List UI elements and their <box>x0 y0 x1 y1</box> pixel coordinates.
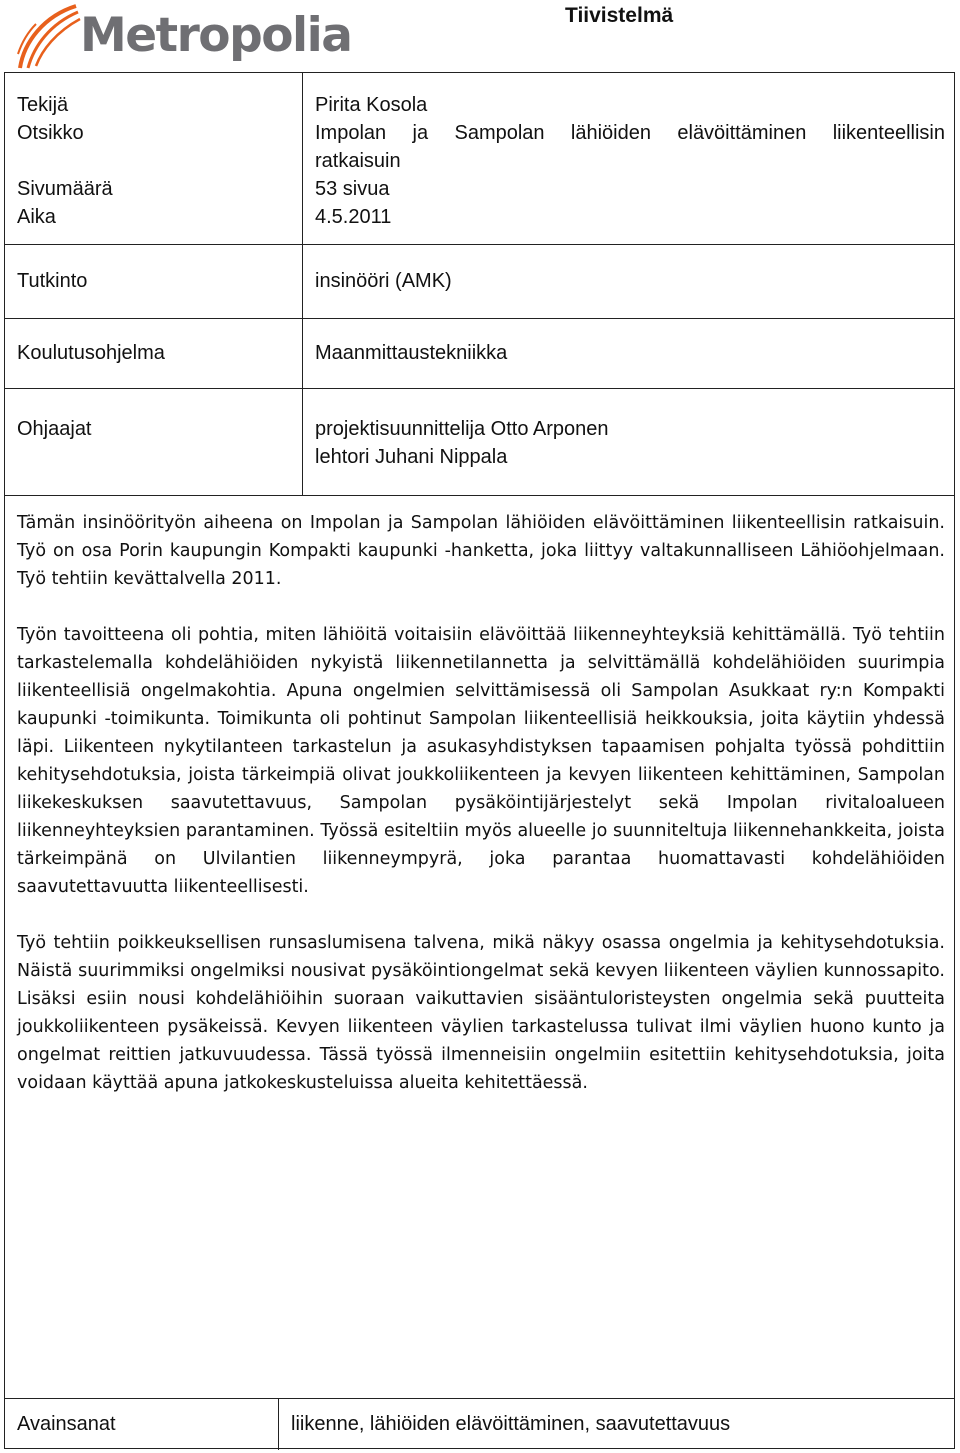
programme-row <box>5 319 954 389</box>
degree-value: insinööri (AMK) <box>315 270 452 292</box>
programme-label: Koulutusohjelma <box>17 342 165 364</box>
author-value: Pirita Kosola <box>315 94 428 116</box>
title-value-line2: ratkaisuin <box>315 150 401 172</box>
supervisors-label: Ohjaajat <box>17 418 92 440</box>
supervisor-2: lehtori Juhani Nippala <box>315 446 508 468</box>
keywords-label: Avainsanat <box>17 1413 116 1435</box>
title-value-line1: Impolan ja Sampolan lähiöiden elävöittäminen liikenteellisin <box>315 122 945 144</box>
degree-label: Tutkinto <box>17 270 88 292</box>
title-label: Otsikko <box>17 122 84 144</box>
pages-label: Sivumäärä <box>17 178 113 200</box>
pages-value: 53 sivua <box>315 178 390 200</box>
abstract-body <box>17 509 945 1125</box>
abstract-paragraph-1: Tämän insinöörityön aiheena on Impolan ja Sampolan lähiöiden elävöittäminen liikenteellisin ratkaisuin. Työ on osa Porin kaupungin Kompakti kaupunki -hanketta, joka liittyy valtakunnalliseen Lähiöohjelmaan. Työ tehtiin kevättalvella 2011. <box>17 513 945 589</box>
keywords-value: liikenne, lähiöiden elävöittäminen, saavutettavuus <box>291 1413 731 1435</box>
logo-wordmark: Metropolia <box>80 8 352 63</box>
abstract-paragraph-3: Työ tehtiin poikkeuksellisen runsaslumisena talvena, mikä näkyy osassa ongelmia ja kehitysehdotuksia. Näistä suurimmiksi ongelmiksi nousivat pysäköintiongelmat sekä kevyen liikenteen väylien kunnossapito. Lisäksi esiin nousi kohdelähiöihin suoraan vaikuttavien sisääntuloristeysten ongelmia sekä puutteita joukkoliikenteen pysäkeissä. Kevyen liikenteen väylien tarkastelussa tulivat ilmi väylien huono kunto ja ongelmat reittien jatkuvuudessa. Tässä työssä ilmenneisiin ongelmiin esitettiin kehitysehdotuksia, joita voidaan käyttää apuna jatkokeskusteluissa alueita kehitettäessä. <box>17 933 945 1093</box>
document-type-title: Tiivistelmä <box>565 4 674 27</box>
supervisors-row <box>5 389 954 496</box>
abstract-form-frame <box>4 72 955 1449</box>
date-value: 4.5.2011 <box>315 206 392 228</box>
column-divider-keywords <box>278 1398 279 1450</box>
column-divider-top <box>302 73 303 496</box>
metropolia-swoosh-icon <box>14 2 84 72</box>
info-row <box>5 73 954 245</box>
abstract-paragraph-2: Työn tavoitteena oli pohtia, miten lähiöitä voitaisiin elävöittää liikenneyhteyksiä kehittämällä. Työ tehtiin tarkastelemalla kohdelähiöiden nykyistä liikennetilannetta ja selvittämällä kohdelähiöiden suurimpia liikenteellisiä ongelmakohtia. Apuna ongelmien selvittämisessä oli Sampolan Asukkaat ry:n Kompakti kaupunki -toimikunta. Toimikunta oli pohtinut Sampolan liikenteellisiä heikkouksia, joita käytiin yhdessä läpi. Liikenteen nykytilanteen tarkastelun ja asukasyhdistyksen tapaamisen pohjalta työssä pohdittiin kehitysehdotuksia, joista tärkeimpiä olivat joukkoliikenteen ja kevyen liikenteen kehittäminen, Sampolan liikekeskuksen saavutettavuus, Sampolan pysäköintijärjestelyt sekä Impolan rivitaloalueen liikenneyhteyksien parantaminen. Työssä esiteltiin myös alueelle jo suunniteltuja liikennehankkeita, joista tärkeimpänä on Ulvilantien liikenneympyrä, joka parantaa huomattavasti kohdelähiöiden saavutettavuutta liikenteellisesti. <box>17 625 945 897</box>
programme-value: Maanmittaustekniikka <box>315 342 508 364</box>
degree-row <box>5 245 954 319</box>
metropolia-logo <box>14 2 352 70</box>
author-label: Tekijä <box>17 94 69 116</box>
date-label: Aika <box>17 206 56 228</box>
supervisor-1: projektisuunnittelija Otto Arponen <box>315 418 609 440</box>
